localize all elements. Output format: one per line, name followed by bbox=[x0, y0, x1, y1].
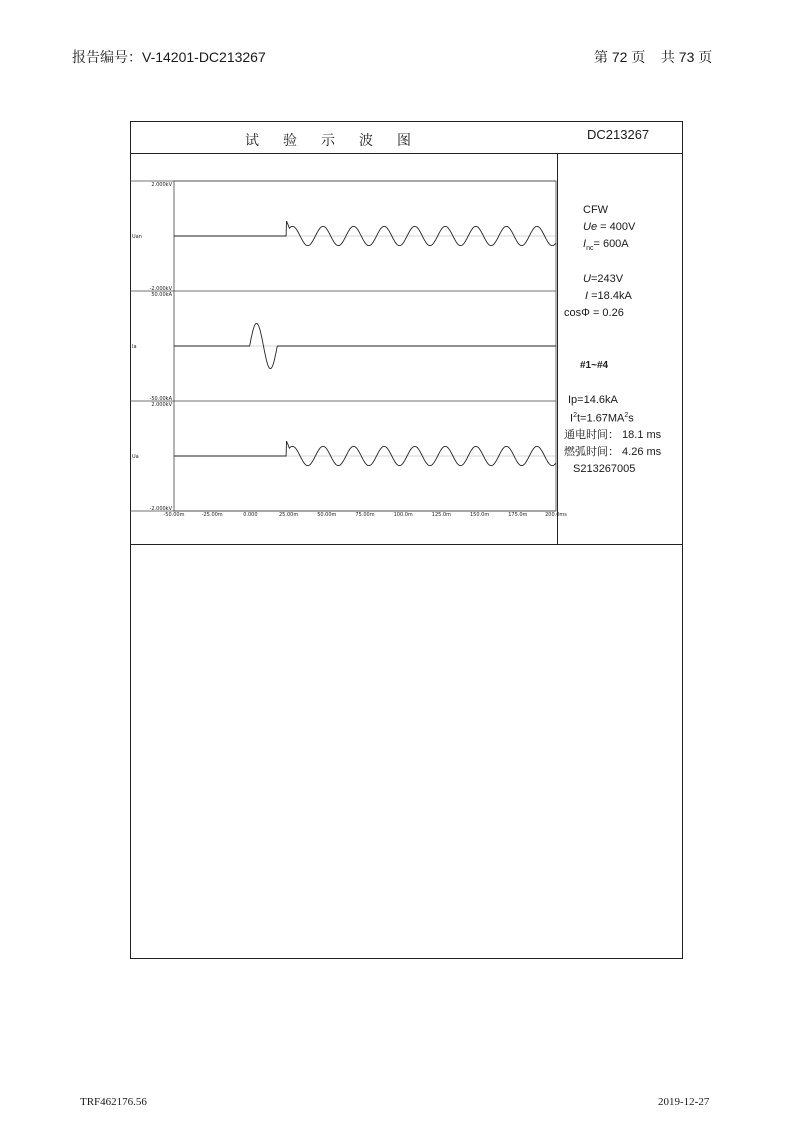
x-tick-label: 175.0m bbox=[508, 512, 528, 518]
page-number: 第 72 页 bbox=[594, 49, 646, 65]
report-number-label: 报告编号： bbox=[72, 49, 142, 65]
test-current bbox=[585, 289, 632, 303]
oscillogram-title: 试验示波图 bbox=[245, 133, 435, 149]
x-tick-label: 150.0m bbox=[470, 512, 490, 518]
power-factor: cosΦ = 0.26 bbox=[564, 307, 624, 319]
i2t-sup2: 2 bbox=[624, 412, 629, 419]
x-tick-label: 200.0ms bbox=[545, 512, 567, 518]
joule-integral bbox=[570, 409, 634, 426]
rated-current-label: I bbox=[583, 238, 587, 250]
x-tick-label: -25.00m bbox=[201, 512, 223, 518]
rated-current-sub: nc bbox=[586, 245, 594, 253]
peak-current: Ip=14.6kA bbox=[568, 394, 618, 406]
sample-id: S213267005 bbox=[573, 463, 636, 475]
x-tick-label: 0.000 bbox=[243, 512, 258, 518]
test-voltage bbox=[583, 272, 623, 286]
report-number-value: V-14201-DC213267 bbox=[142, 49, 266, 65]
x-tick-label: 50.00m bbox=[317, 512, 337, 518]
device-name: CFW bbox=[583, 204, 609, 216]
rated-voltage-value: = 400V bbox=[597, 221, 636, 233]
page-total: 共 73 页 bbox=[660, 49, 713, 65]
x-tick-label: 75.00m bbox=[355, 512, 375, 518]
i2t-mid: t=1.67MA bbox=[576, 412, 625, 425]
channel-top-label: 2.000kV bbox=[151, 402, 172, 408]
report-date: 2019-12-27 bbox=[658, 1096, 710, 1108]
channel-top-label: 2.000kV bbox=[151, 182, 172, 188]
poles: #1~#4 bbox=[580, 360, 609, 371]
channel-top-label: 50.00kA bbox=[151, 292, 172, 298]
test-voltage-label: U bbox=[583, 273, 591, 285]
channel-bottom-label: -50.00kA bbox=[149, 396, 172, 402]
i2t-prefix: I bbox=[570, 412, 574, 425]
channel-bottom-label: -2.000kV bbox=[149, 506, 172, 512]
i2t-suffix: s bbox=[628, 412, 634, 425]
rated-voltage-label: Ue bbox=[583, 221, 598, 233]
x-tick-label: -50.00m bbox=[163, 512, 185, 518]
rated-current-value: = 600A bbox=[593, 238, 629, 250]
x-tick-label: 25.00m bbox=[279, 512, 299, 518]
conduction-time: 通电时间： 18.1 ms bbox=[564, 429, 662, 441]
trace-ia bbox=[174, 323, 556, 368]
form-number: TRF462176.56 bbox=[80, 1096, 147, 1108]
rated-voltage bbox=[583, 220, 635, 234]
trace-uan bbox=[174, 221, 556, 246]
test-voltage-value: =243V bbox=[590, 273, 624, 285]
x-tick-label: 125.0m bbox=[431, 512, 451, 518]
channel-name: Uan bbox=[132, 234, 142, 240]
i2t-sup: 2 bbox=[573, 412, 577, 419]
x-tick-label: 100.0m bbox=[393, 512, 413, 518]
channel-bottom-label: -2.000kV bbox=[149, 286, 172, 292]
rated-current bbox=[583, 237, 629, 256]
trace-ua bbox=[174, 441, 556, 466]
arcing-time: 燃弧时间： 4.26 ms bbox=[564, 446, 662, 458]
test-current-value: =18.4kA bbox=[588, 290, 632, 302]
channel-name: Ia bbox=[132, 344, 137, 350]
test-current-label: I bbox=[585, 290, 589, 302]
channel-name: Ua bbox=[132, 454, 139, 460]
report-id: DC213267 bbox=[587, 127, 650, 142]
